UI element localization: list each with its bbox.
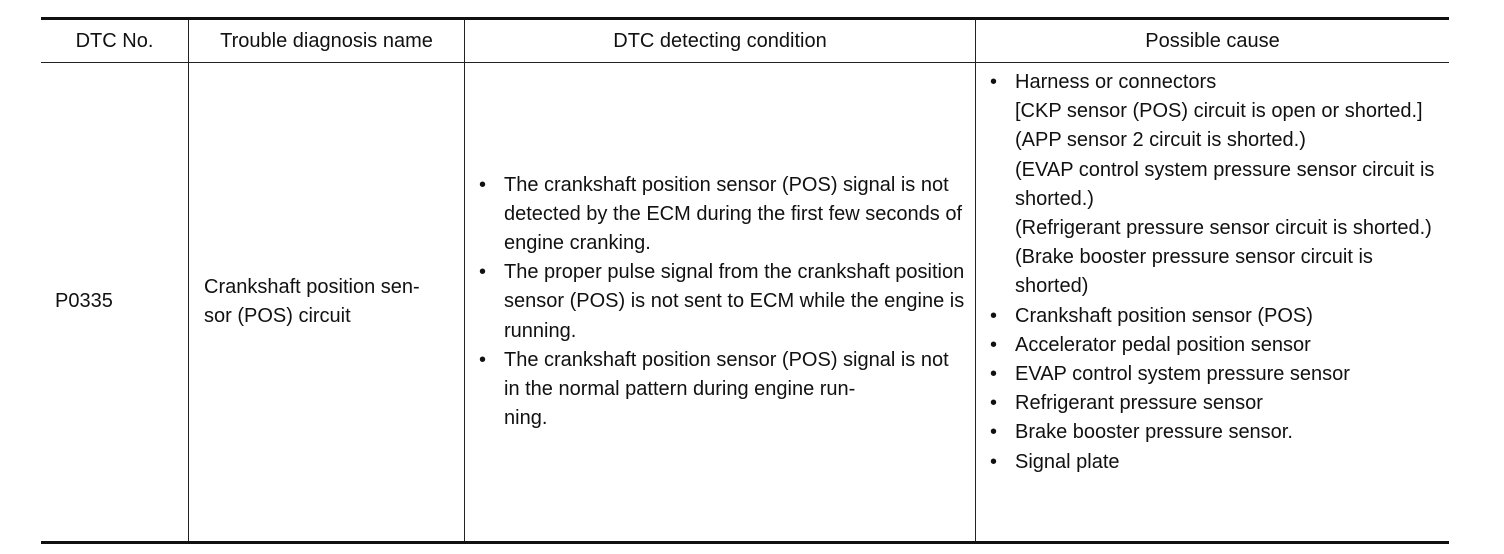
header-detecting-condition: DTC detecting condition: [613, 30, 827, 52]
bullet-icon: •: [479, 173, 487, 196]
cause-item-text: Refrigerant pressure sensor: [1015, 392, 1263, 415]
dtc-code-cell: [41, 63, 188, 541]
cause-item-text: Harness or connectors: [1015, 71, 1217, 93]
cause-item: [990, 302, 1443, 331]
cause-list: [990, 68, 1443, 477]
bullet-icon: •: [990, 392, 998, 415]
cause-item: [990, 360, 1443, 389]
bullet-icon: •: [479, 348, 487, 371]
possible-cause-cell: [976, 68, 1449, 477]
dtc-code: P0335: [55, 290, 113, 313]
bullet-icon: •: [990, 304, 998, 327]
header-trouble-name: Trouble diagnosis name: [220, 30, 433, 52]
header-possible-cause: Possible cause: [1145, 30, 1280, 52]
cause-item-text: Crankshaft position sensor (POS): [1015, 304, 1313, 327]
cause-item: [990, 448, 1443, 477]
cause-item: [990, 389, 1443, 418]
cause-item: [990, 68, 1443, 302]
trouble-name: Crankshaft position sen- sor (POS) circuit: [204, 275, 420, 327]
condition-item-text: The crankshaft position sensor (POS) signal is not detected by the ECM during the first few seconds of engine cranking.: [504, 173, 963, 254]
cause-item-text: Brake booster pressure sensor.: [1015, 421, 1293, 444]
trouble-name-cell: [189, 63, 464, 541]
header-dtc-no: DTC No.: [75, 30, 154, 52]
bullet-icon: •: [990, 363, 998, 386]
bullet-icon: •: [990, 421, 998, 444]
dtc-table: [41, 17, 1449, 544]
cause-item: [990, 331, 1443, 360]
cause-details: [CKP sensor (POS) circuit is open or shorted.] (APP sensor 2 circuit is shorted.) (EVAP control system pressure sensor circuit is shorted.) (Refrigerant pressure sensor circuit is shorted.) (Brake booster pressure sensor circuit is shorted): [1015, 100, 1435, 298]
cause-item-text: Accelerator pedal position sensor: [1015, 333, 1311, 356]
detecting-condition-cell: [465, 63, 975, 541]
cause-item-text: Signal plate: [1015, 450, 1120, 473]
bullet-icon: •: [479, 261, 487, 284]
cause-item-text: EVAP control system pressure sensor: [1015, 363, 1350, 386]
condition-item-text: The crankshaft position sensor (POS) signal is not in the normal pattern during engine run- ning.: [504, 348, 949, 430]
condition-item: [479, 171, 967, 259]
condition-item-text: The proper pulse signal from the crankshaft position sensor (POS) is not sent to ECM while the engine is running.: [504, 261, 965, 342]
condition-list: [479, 171, 967, 434]
cause-item: [990, 418, 1443, 447]
condition-item: [479, 258, 967, 346]
condition-item: [479, 346, 967, 434]
bullet-icon: •: [990, 333, 998, 356]
bullet-icon: •: [990, 450, 998, 473]
bullet-icon: •: [990, 71, 998, 93]
